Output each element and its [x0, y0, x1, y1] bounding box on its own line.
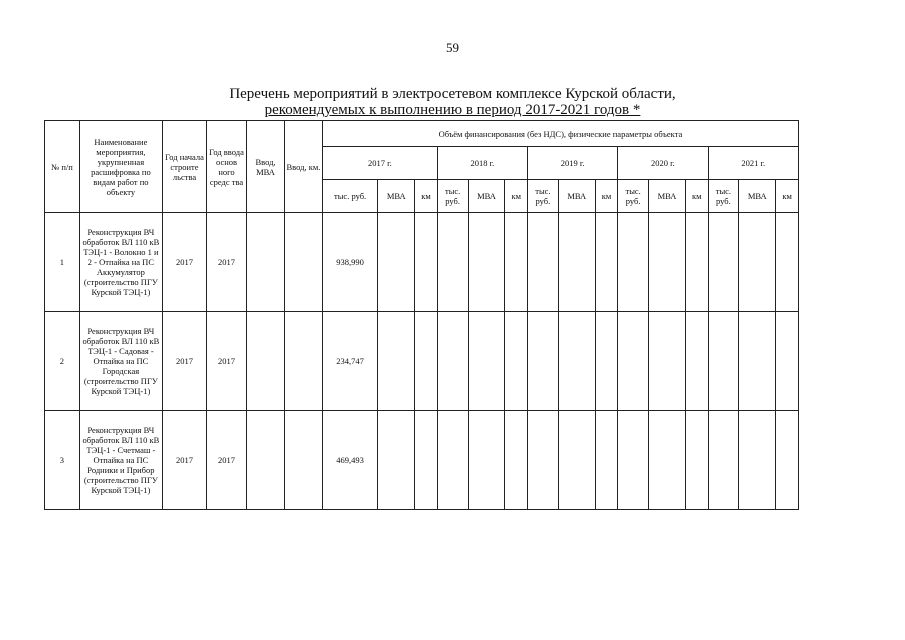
empty-cell: [468, 213, 505, 312]
empty-cell: [685, 411, 708, 510]
empty-cell: [415, 312, 438, 411]
empty-cell: [528, 213, 559, 312]
empty-cell: [708, 312, 739, 411]
header-unit-mva: МВА: [739, 180, 776, 213]
row-name: Реконструкция ВЧ обработок ВЛ 110 кВ ТЭЦ-1 - Счетмаш - Отпайка на ПС Родники и Прибор (строительство ПГУ Курской ТЭЦ-1): [79, 411, 162, 510]
row-year-start: 2017: [162, 213, 206, 312]
header-unit-rub: тыс. руб.: [618, 180, 649, 213]
empty-cell: [528, 411, 559, 510]
empty-cell: [558, 213, 595, 312]
row-year-commission: 2017: [207, 411, 247, 510]
empty-cell: [378, 411, 415, 510]
header-unit-rub: тыс. руб.: [437, 180, 468, 213]
header-financing: Объём финансирования (без НДС), физические параметры объекта: [322, 121, 798, 147]
header-unit-km: км: [505, 180, 528, 213]
header-unit-mva: МВА: [558, 180, 595, 213]
header-num: № п/п: [45, 121, 80, 213]
table-row: [45, 312, 799, 411]
header-year-start: Год начала строите льства: [162, 121, 206, 213]
header-year-2018: 2018 г.: [437, 147, 527, 180]
title-line-2: рекомендуемых к выполнению в период 2017-2021 годов *: [264, 102, 641, 118]
empty-cell: [468, 312, 505, 411]
empty-cell: [685, 213, 708, 312]
empty-cell: [595, 312, 618, 411]
empty-cell: [247, 213, 285, 312]
empty-cell: [415, 213, 438, 312]
row-name: Реконструкция ВЧ обработок ВЛ 110 кВ ТЭЦ-1 - Садовая - Отпайка на ПС Городская (строительство ПГУ Курской ТЭЦ-1): [79, 312, 162, 411]
header-unit-rub: тыс. руб.: [708, 180, 739, 213]
header-unit-mva: МВА: [468, 180, 505, 213]
header-unit-km: км: [415, 180, 438, 213]
header-unit-rub: тыс. руб.: [528, 180, 559, 213]
title-line-1: Перечень мероприятий в электросетевом комплексе Курской области,: [229, 86, 676, 102]
header-year-commission: Год ввода основ ного средс тва: [207, 121, 247, 213]
header-year-2020: 2020 г.: [618, 147, 708, 180]
empty-cell: [415, 411, 438, 510]
empty-cell: [595, 411, 618, 510]
header-unit-km: км: [776, 180, 799, 213]
row-year-commission: 2017: [207, 312, 247, 411]
empty-cell: [649, 411, 686, 510]
header-year-2019: 2019 г.: [528, 147, 618, 180]
empty-cell: [437, 411, 468, 510]
header-input-km: Ввод, км.: [284, 121, 322, 213]
row-year-commission: 2017: [207, 213, 247, 312]
row-year-start: 2017: [162, 312, 206, 411]
empty-cell: [618, 411, 649, 510]
row-value-2017: 938,990: [322, 213, 377, 312]
empty-cell: [378, 312, 415, 411]
empty-cell: [618, 312, 649, 411]
row-year-start: 2017: [162, 411, 206, 510]
empty-cell: [505, 312, 528, 411]
header-unit-mva: МВА: [649, 180, 686, 213]
table-row: [45, 411, 799, 510]
empty-cell: [468, 411, 505, 510]
row-value-2017: 234,747: [322, 312, 377, 411]
empty-cell: [649, 312, 686, 411]
empty-cell: [739, 213, 776, 312]
measures-table: [44, 120, 799, 510]
empty-cell: [528, 312, 559, 411]
empty-cell: [284, 312, 322, 411]
empty-cell: [708, 213, 739, 312]
empty-cell: [618, 213, 649, 312]
empty-cell: [558, 312, 595, 411]
header-unit-mva: МВА: [378, 180, 415, 213]
empty-cell: [708, 411, 739, 510]
header-unit-rub: тыс. руб.: [322, 180, 377, 213]
row-num: 2: [45, 312, 80, 411]
empty-cell: [649, 213, 686, 312]
header-unit-km: км: [685, 180, 708, 213]
header-unit-km: км: [595, 180, 618, 213]
empty-cell: [739, 312, 776, 411]
empty-cell: [776, 312, 799, 411]
empty-cell: [284, 213, 322, 312]
empty-cell: [776, 411, 799, 510]
row-value-2017: 469,493: [322, 411, 377, 510]
row-num: 3: [45, 411, 80, 510]
document-title: [0, 86, 905, 118]
empty-cell: [558, 411, 595, 510]
empty-cell: [739, 411, 776, 510]
header-year-2021: 2021 г.: [708, 147, 798, 180]
header-year-2017: 2017 г.: [322, 147, 437, 180]
empty-cell: [284, 411, 322, 510]
header-name: Наименование мероприятия, укрупненная расшифровка по видам работ по объекту: [79, 121, 162, 213]
empty-cell: [776, 213, 799, 312]
empty-cell: [595, 213, 618, 312]
page-number: 59: [446, 40, 459, 55]
empty-cell: [378, 213, 415, 312]
empty-cell: [437, 312, 468, 411]
empty-cell: [505, 213, 528, 312]
empty-cell: [437, 213, 468, 312]
row-num: 1: [45, 213, 80, 312]
empty-cell: [505, 411, 528, 510]
header-input-mva: Ввод, МВА: [247, 121, 285, 213]
empty-cell: [685, 312, 708, 411]
empty-cell: [247, 411, 285, 510]
table-row: [45, 213, 799, 312]
row-name: Реконструкция ВЧ обработок ВЛ 110 кВ ТЭЦ-1 - Волокно 1 и 2 - Отпайка на ПС Аккумулятор (строительство ПГУ Курской ТЭЦ-1): [79, 213, 162, 312]
empty-cell: [247, 312, 285, 411]
